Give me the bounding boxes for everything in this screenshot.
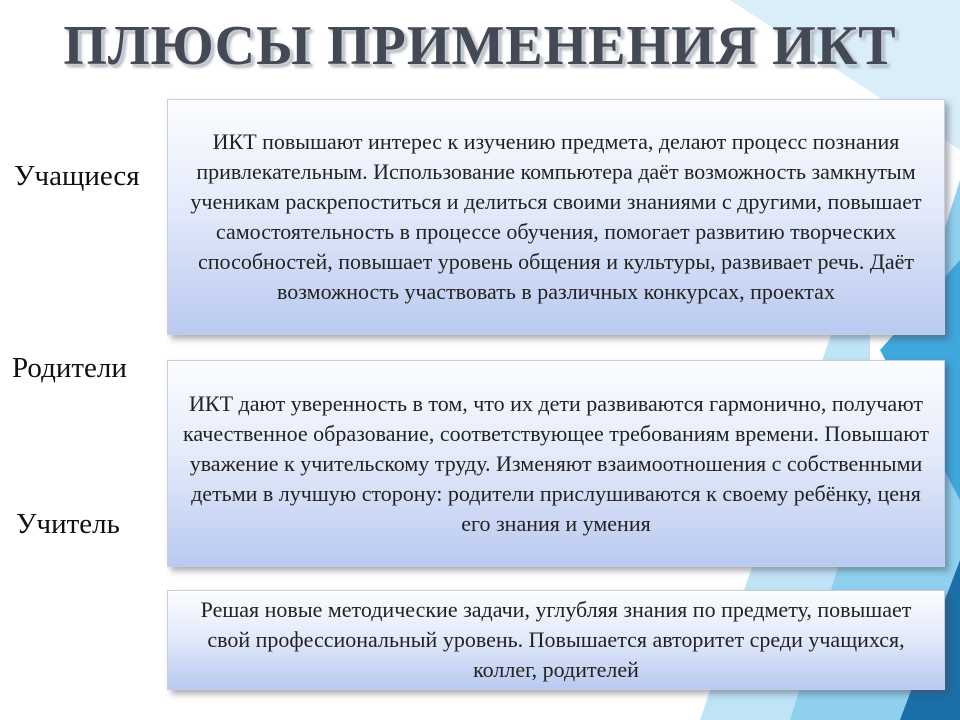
- label-parents: Родители: [12, 352, 127, 384]
- label-teacher: Учитель: [16, 508, 120, 540]
- label-students: Учащиеся: [14, 160, 140, 192]
- box-teacher-benefits: [167, 590, 945, 690]
- box-parents-text: ИКТ дают уверенность в том, что их дети развиваются гармонично, получают качественное образование, соответствующее требованиям времени. Повышают уважение к учительскому труду. Изменяют взаимоотношения с собственными детьми в лучшую сторону: родители прислушиваются к своему ребёнку, ценя его знания и умения: [183, 390, 929, 536]
- page-title: ПЛЮСЫ ПРИМЕНЕНИЯ ИКТ: [63, 15, 897, 77]
- box-students-benefits: [167, 99, 945, 335]
- box-students-text: ИКТ повышают интерес к изучению предмета, делают процесс познания привлекательным. Использование компьютера даёт возможность замкнутым ученикам раскрепоститься и делиться своими знаниями с другими, повышает самостоятельность в процессе обучения, помогает развитию творческих способностей, повышает уровень общения и культуры, развивает речь. Даёт возможность участвовать в различных конкурсах, проектах: [190, 129, 922, 304]
- box-teacher-text: Решая новые методические задачи, углубляя знания по предмету, повышает свой профессиональный уровень. Повышается авторитет среди учащихся, коллег, родителей: [200, 597, 912, 682]
- box-parents-benefits: [167, 360, 945, 567]
